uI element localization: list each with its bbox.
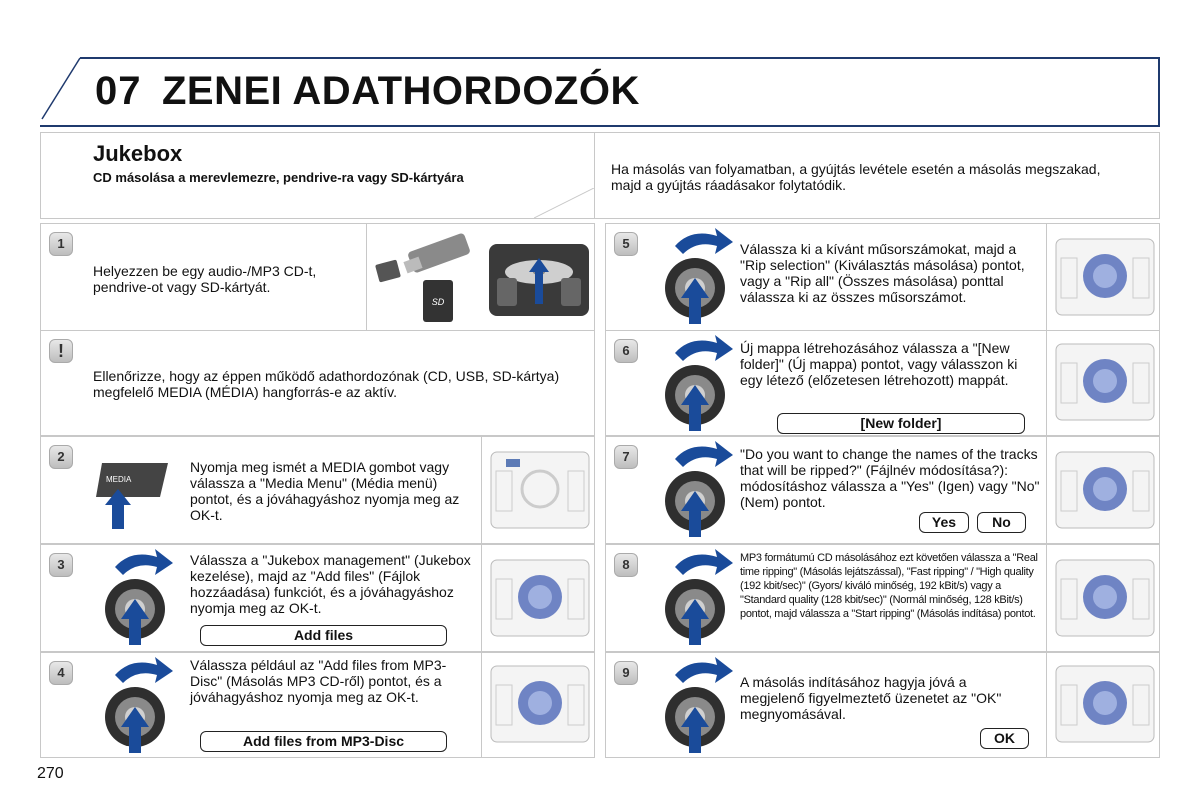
no-option: No	[977, 512, 1026, 533]
rotary-knob-icon	[661, 333, 741, 433]
step-6	[605, 330, 1160, 436]
radio-panel-knob-highlight-icon	[1055, 343, 1155, 423]
add-files-menu-item: Add files	[200, 625, 447, 646]
radio-panel-icon	[490, 451, 590, 531]
rotary-knob-icon	[661, 439, 741, 539]
step-text: MP3 formátumú CD másolásához ezt követően válassza a "Real time ripping" (Másolás lejátszással), "Fast ripping" / "High quality (192 kbit/sec)" (Gyors/ kiváló minőség, 192 kBit/s) vagy a "Standard quality (128 kbit/sec)" (Normál minőség, 128 kBit/s) pontot, majd válassza a "Start ripping" (Másolás indítása) pontot.	[740, 552, 1038, 620]
radio-panel-knob-highlight-icon	[1055, 559, 1155, 639]
radio-panel-knob-highlight-icon	[1055, 451, 1155, 531]
cd-slot-icon	[487, 242, 592, 322]
section-title: Jukebox	[93, 141, 183, 166]
chapter-header	[40, 57, 1160, 127]
step-9	[605, 652, 1160, 758]
step-4	[40, 652, 595, 758]
radio-panel-knob-highlight-icon	[490, 559, 590, 639]
ripping-note-text: Ha másolás van folyamatban, a gyújtás levétele esetén a másolás megszakad, majd a gyújtás ráadásakor folytatódik.	[611, 161, 1101, 193]
step-text: A másolás indításához hagyja jóvá a megjelenő figyelmeztető üzenetet az "OK" megnyomásával.	[740, 674, 1002, 722]
section-subtitle: CD másolása a merevlemezre, pendrive-ra vagy SD-kártyára	[93, 170, 464, 185]
yes-option: Yes	[919, 512, 969, 533]
new-folder-menu-item: [New folder]	[777, 413, 1025, 434]
step-text: "Do you want to change the names of the tracks that will be ripped?" (Fájlnév módosítása?): módosításhoz válassza a "Yes" (Igen) vagy "No" (Nem) pontot.	[740, 446, 1040, 510]
step-5	[605, 223, 1160, 331]
step-number: 6	[614, 339, 638, 363]
chapter-number: 07	[95, 69, 142, 113]
ok-option: OK	[980, 728, 1029, 749]
step-text: Válassza a "Jukebox management" (Jukebox kezelése), majd az "Add files" (Fájlok hozzáadása) funkciót, és a jóváhagyáshoz nyomja meg az OK-t.	[190, 552, 471, 616]
step-text: Helyezzen be egy audio-/MP3 CD-t, pendrive-ot vagy SD-kártyát.	[93, 263, 317, 295]
step-3	[40, 544, 595, 652]
warning-text: Ellenőrizze, hogy az éppen működő adathordozónak (CD, USB, SD-kártya) megfelelő MEDIA (MÉDIA) hangforrás-e az aktív.	[93, 368, 560, 400]
step-number: 3	[49, 553, 73, 577]
warning-icon: !	[49, 339, 73, 363]
sd-card-label: SD	[431, 297, 445, 307]
warning-box	[40, 330, 595, 436]
radio-panel-knob-highlight-icon	[490, 665, 590, 745]
radio-panel-knob-highlight-icon	[1055, 665, 1155, 745]
step-1	[40, 223, 595, 331]
media-button-icon	[96, 457, 171, 532]
step-7	[605, 436, 1160, 544]
step-number: 7	[614, 445, 638, 469]
step-text: Nyomja meg ismét a MEDIA gombot vagy válassza a "Media Menu" (Média menü) pontot, és a jóváhagyáshoz nyomja meg az OK-t.	[190, 459, 460, 523]
step-2	[40, 436, 595, 544]
rotary-knob-icon	[101, 655, 181, 755]
media-button-label: MEDIA	[106, 475, 132, 484]
step-text: Válassza például az "Add files from MP3-Disc" (Másolás MP3 CD-ről) pontot, és a jóváhagyáshoz nyomja meg az OK-t.	[190, 657, 447, 705]
rotary-knob-icon	[661, 226, 741, 326]
step-text: Új mappa létrehozásához válassza a "[New folder]" (Új mappa) pontot, vagy válasszon ki egy létező (előzetesen létrehozott) mappát.	[740, 340, 1018, 388]
step-number: 1	[49, 232, 73, 256]
rotary-knob-icon	[661, 655, 741, 755]
ripping-note	[595, 132, 1160, 219]
usb-stick-sd-card-icon	[367, 224, 482, 330]
chapter-title: ZENEI ADATHORDOZÓK	[162, 69, 640, 113]
rotary-knob-icon	[101, 547, 181, 647]
step-number: 5	[614, 232, 638, 256]
step-number: 4	[49, 661, 73, 685]
step-8	[605, 544, 1160, 652]
step-number: 2	[49, 445, 73, 469]
page-number: 270	[37, 765, 64, 782]
jukebox-intro	[40, 132, 595, 219]
step-number: 9	[614, 661, 638, 685]
rotary-knob-icon	[661, 547, 741, 647]
radio-panel-knob-highlight-icon	[1055, 238, 1155, 318]
add-files-from-mp3-disc-menu-item: Add files from MP3-Disc	[200, 731, 447, 752]
fold-corner-icon	[534, 188, 594, 218]
step-number: 8	[614, 553, 638, 577]
step-text: Válassza ki a kívánt műsorszámokat, majd a "Rip selection" (Kiválasztás másolása) pontot, vagy a "Rip all" (Összes másolása) ponttal válassza ki az összes műsorszámot.	[740, 241, 1025, 305]
